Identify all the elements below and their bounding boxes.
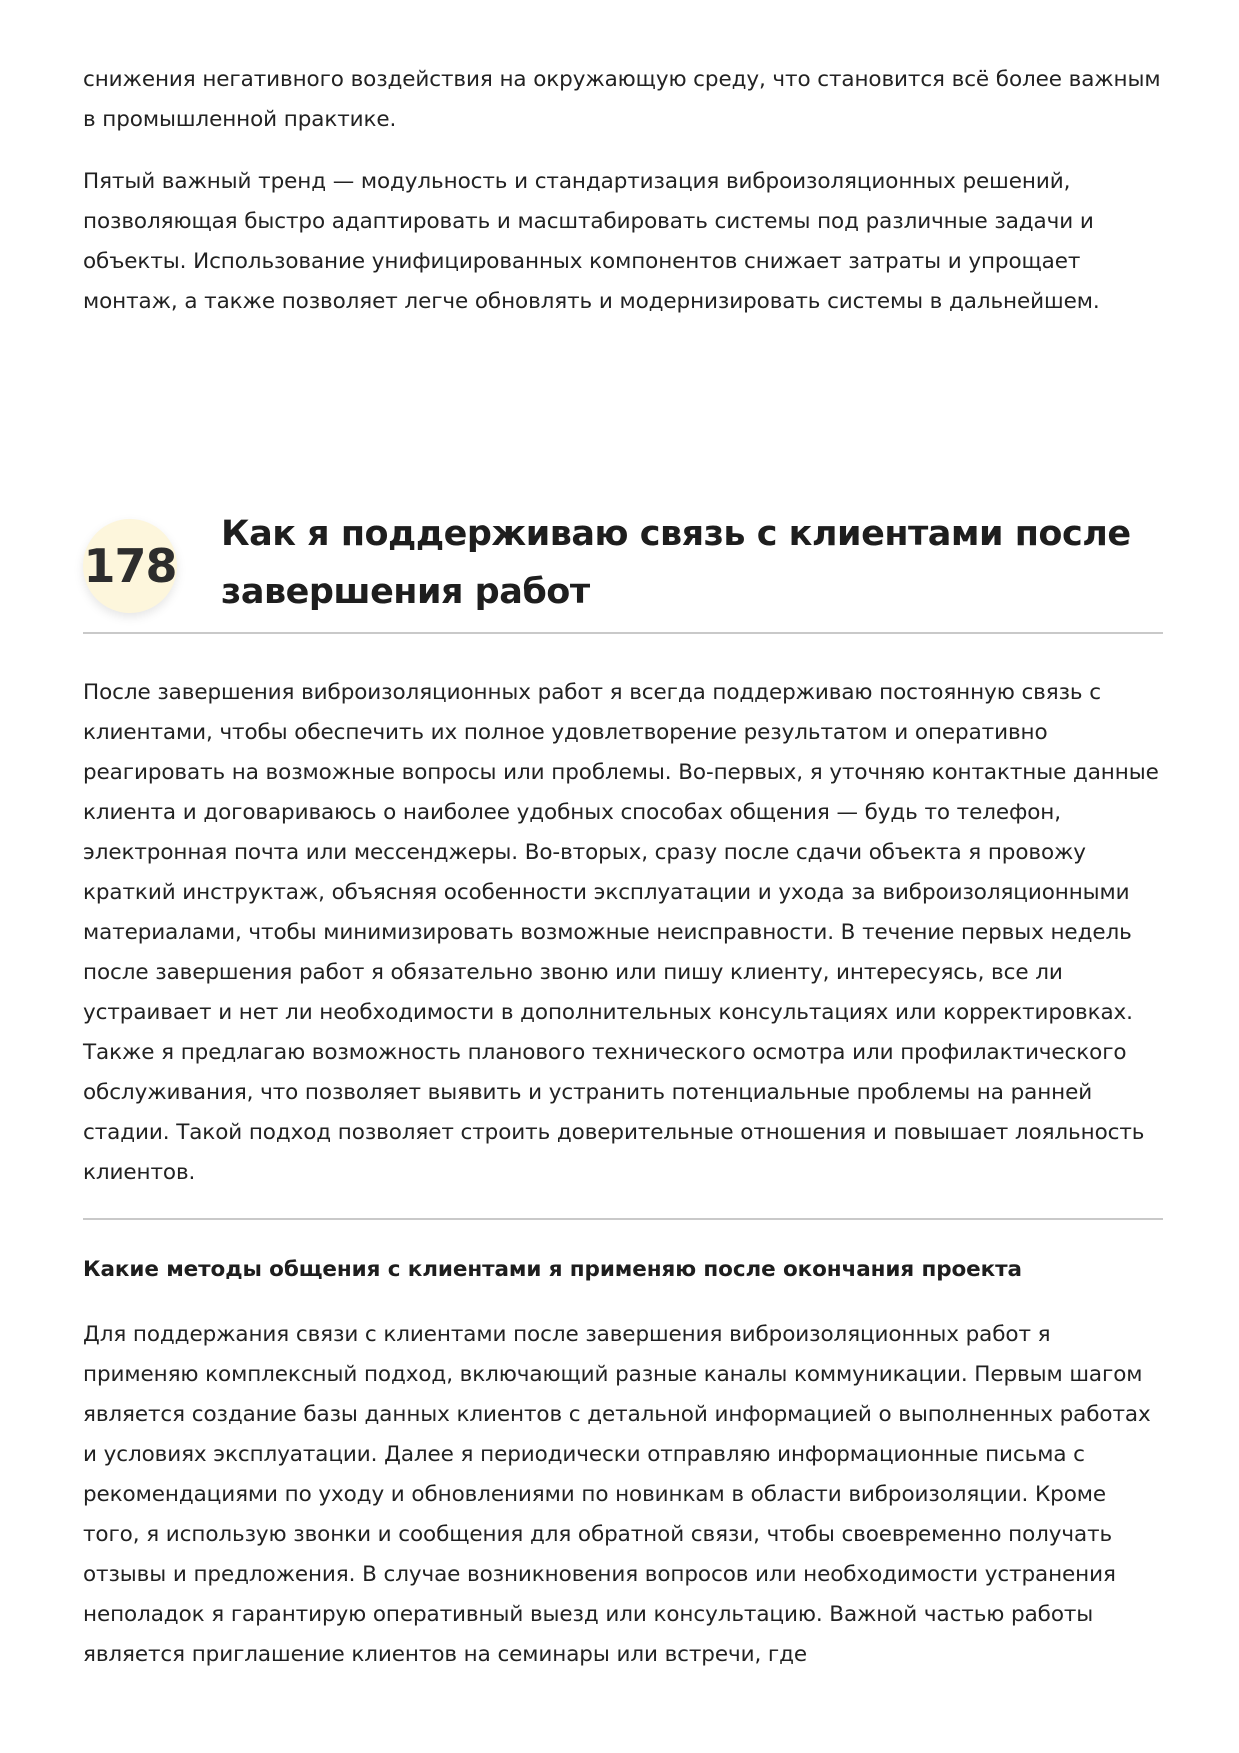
section-subheading: Какие методы общения с клиентами я применяю после окончания проекта (83, 1257, 1022, 1282)
chapter-number-badge (83, 519, 177, 613)
intro-paragraph: снижения негативного воздействия на окружающую среду, что становится всё более важным в промышленной практике. (83, 67, 1161, 132)
chapter-divider (83, 632, 1163, 634)
chapter-header (83, 505, 1163, 635)
trend-paragraph: Пятый важный тренд — модульность и стандартизация виброизоляционных решений, позволяющая быстро адаптировать и масштабировать системы под различные задачи и объекты. Использование унифицированных компонентов снижает затраты и упрощает монтаж, а также позволяет легче обновлять и модернизировать системы в дальнейшем. (83, 169, 1100, 314)
methods-paragraph: Для поддержания связи с клиентами после завершения виброизоляционных работ я применяю комплексный подход, включающий разные каналы коммуникации. Первым шагом является создание базы данных клиентов с детальной информацией о выполненных работах и условиях эксплуатации. Далее я периодически отправляю информационные письма с рекомендациями по уходу и обновлениями по новинкам в области виброизоляции. Кроме того, я использую звонки и сообщения для обратной связи, чтобы своевременно получать отзывы и предложения. В случае возникновения вопросов или необходимости устранения неполадок я гарантирую оперативный выезд или консультацию. Важной частью работы является приглашение клиентов на семинары или встречи, где (83, 1322, 1151, 1667)
section-divider (83, 1218, 1163, 1220)
main-paragraph: После завершения виброизоляционных работ я всегда поддерживаю постоянную связь с клиентами, чтобы обеспечить их полное удовлетворение результатом и оперативно реагировать на возможные вопросы или проблемы. Во-первых, я уточняю контактные данные клиента и договариваюсь о наиболее удобных способах общения — будь то телефон, электронная почта или мессенджеры. Во-вторых, сразу после сдачи объекта я провожу краткий инструктаж, объясняя особенности эксплуатации и ухода за виброизоляционными материалами, чтобы минимизировать возможные неисправности. В течение первых недель после завершения работ я обязательно звоню или пишу клиенту, интересуясь, все ли устраивает и нет ли необходимости в дополнительных консультациях или корректировках. Также я предлагаю возможность планового технического осмотра или профилактического обслуживания, что позволяет выявить и устранить потенциальные проблемы на ранней стадии. Такой подход позволяет строить доверительные отношения и повышает лояльность клиентов. (83, 680, 1159, 1185)
chapter-number: 178 (83, 539, 177, 593)
chapter-title: Как я поддерживаю связь с клиентами после завершения работ (221, 514, 1131, 612)
